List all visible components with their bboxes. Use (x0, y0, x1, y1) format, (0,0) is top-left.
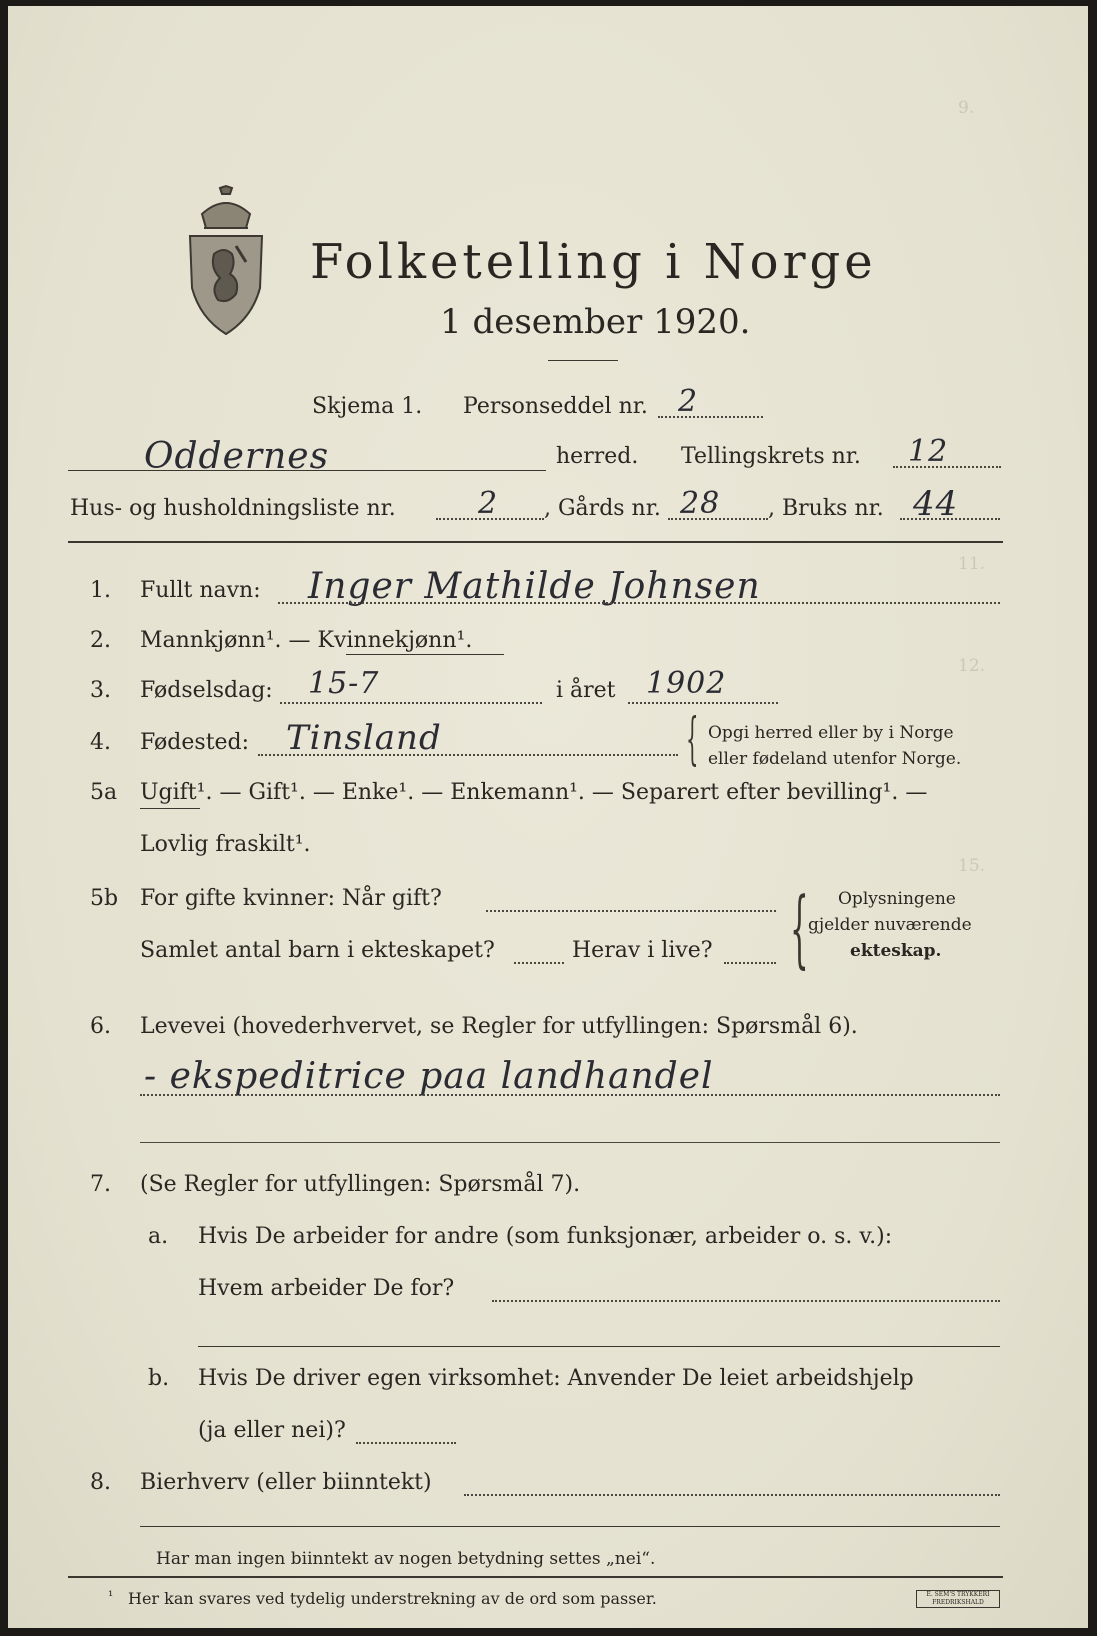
printer-stamp-text: E. SEM'S TRYKKERI FREDRIKSHALD (926, 1591, 990, 1606)
personseddel-label: Personseddel nr. (463, 394, 648, 419)
norway-coat-of-arms-icon (180, 184, 272, 338)
q4-note-2: eller fødeland utenfor Norge. (708, 749, 962, 769)
q3-year-label: i året (556, 678, 616, 703)
herred-value[interactable]: Oddernes (144, 436, 330, 477)
q5b-brace: { (790, 879, 809, 977)
q8-label: Bierhverv (eller biinntekt) (140, 1470, 432, 1495)
q5b-children-label: Samlet antal barn i ekteskapet? (140, 938, 495, 963)
q5a-label-2[interactable]: Lovlig fraskilt¹. (140, 832, 311, 857)
q4-brace: { (686, 707, 699, 772)
footnote-text: Her kan svares ved tydelig understrekning av de ord som passer. (128, 1589, 657, 1608)
occupation-value[interactable]: - ekspeditrice paa landhandel (144, 1056, 714, 1097)
birth-year-value[interactable]: 1902 (646, 666, 727, 701)
q7b-yes-no-label: (ja eller nei)? (198, 1418, 346, 1443)
hus-value[interactable]: 2 (478, 486, 499, 521)
q6-label: Levevei (hovederhvervet, se Regler for utfyllingen: Spørsmål 6). (140, 1014, 858, 1039)
q7b-number: b. (148, 1366, 170, 1391)
income-note: Har man ingen biinntekt av nogen betydning settes „nei“. (156, 1549, 656, 1569)
census-form-sheet (8, 6, 1088, 1628)
gards-field[interactable] (668, 518, 768, 520)
footnote-divider (68, 1576, 1003, 1578)
employer-field[interactable] (492, 1300, 1000, 1302)
skjema-label: Skjema 1. (312, 394, 423, 419)
full-name-field[interactable] (278, 602, 1000, 604)
occupation-field-2[interactable] (140, 1142, 1000, 1143)
personseddel-field[interactable] (658, 416, 763, 418)
marital-status-underline (140, 808, 200, 809)
q5b-number: 5b (90, 886, 119, 911)
bruks-label: , Bruks nr. (768, 496, 884, 521)
q1-label: Fullt navn: (140, 578, 261, 603)
employer-field-2[interactable] (198, 1346, 1000, 1347)
full-name-value[interactable]: Inger Mathilde Johnsen (308, 566, 761, 607)
hus-label: Hus- og husholdningsliste nr. (70, 496, 396, 521)
section-divider (68, 541, 1003, 543)
birth-year-field[interactable] (628, 702, 778, 704)
q5b-note-3: ekteskap. (850, 941, 942, 961)
hus-field[interactable] (436, 518, 544, 520)
tellingskrets-label: Tellingskrets nr. (681, 444, 861, 469)
hired-help-field[interactable] (356, 1442, 456, 1444)
gards-value[interactable]: 28 (680, 486, 721, 521)
q5b-alive-label: Herav i live? (572, 938, 713, 963)
printer-stamp (916, 1590, 1000, 1608)
children-alive-field[interactable] (724, 962, 776, 964)
show-through-text: 15. (958, 856, 986, 876)
bruks-value[interactable]: 44 (913, 484, 959, 524)
married-date-field[interactable] (486, 910, 776, 912)
q4-label: Fødested: (140, 730, 250, 755)
q4-number: 4. (90, 730, 111, 755)
q4-note-1: Opgi herred eller by i Norge (708, 723, 954, 743)
q8-number: 8. (90, 1470, 111, 1495)
footnote-mark: ¹ (108, 1589, 114, 1604)
q7b-label: Hvis De driver egen virksomhet: Anvender De leiet arbeidshjelp (198, 1366, 914, 1391)
gender-underline (346, 654, 504, 655)
q1-number: 1. (90, 578, 111, 603)
q7-label: (Se Regler for utfyllingen: Spørsmål 7). (140, 1172, 581, 1197)
q5a-number: 5a (90, 780, 118, 805)
tellingskrets-field[interactable] (893, 466, 1001, 468)
birthplace-value[interactable]: Tinsland (286, 718, 442, 758)
side-income-field[interactable] (464, 1494, 1000, 1496)
gender-options[interactable]: Mannkjønn¹. — Kvinnekjønn¹. (140, 628, 473, 653)
q7a-number: a. (148, 1224, 169, 1249)
q7a-label: Hvis De arbeider for andre (som funksjonær, arbeider o. s. v.): (198, 1224, 893, 1249)
title-divider (548, 360, 618, 361)
q5b-note-1: Oplysningene (838, 889, 956, 909)
children-count-field[interactable] (514, 962, 564, 964)
herred-field[interactable] (68, 470, 546, 471)
show-through-text: 9. (958, 98, 975, 118)
show-through-text: 12. (958, 656, 986, 676)
show-through-text: 11. (958, 554, 986, 574)
q3-label: Fødselsdag: (140, 678, 273, 703)
q5b-married-label: For gifte kvinner: Når gift? (140, 886, 442, 911)
side-income-field-2[interactable] (140, 1526, 1000, 1527)
q5b-note-2: gjelder nuværende (808, 915, 972, 935)
census-date: 1 desember 1920. (440, 302, 751, 342)
q3-number: 3. (90, 678, 111, 703)
page-title: Folketelling i Norge (310, 234, 877, 290)
q2-number: 2. (90, 628, 111, 653)
personseddel-value[interactable]: 2 (678, 384, 699, 419)
q7-number: 7. (90, 1172, 111, 1197)
occupation-field[interactable] (140, 1094, 1000, 1096)
birthplace-field[interactable] (258, 754, 678, 756)
gards-label: , Gårds nr. (544, 496, 661, 521)
birth-date-value[interactable]: 15-7 (308, 666, 380, 701)
birth-date-field[interactable] (280, 702, 542, 704)
marital-status-options[interactable]: Ugift¹. — Gift¹. — Enke¹. — Enkemann¹. — Separert efter bevilling¹. — (140, 780, 928, 805)
q7a-employer-label: Hvem arbeider De for? (198, 1276, 455, 1301)
herred-label: herred. (556, 444, 639, 469)
bruks-field[interactable] (900, 518, 1000, 520)
q6-number: 6. (90, 1014, 111, 1039)
tellingskrets-value[interactable]: 12 (908, 434, 949, 469)
